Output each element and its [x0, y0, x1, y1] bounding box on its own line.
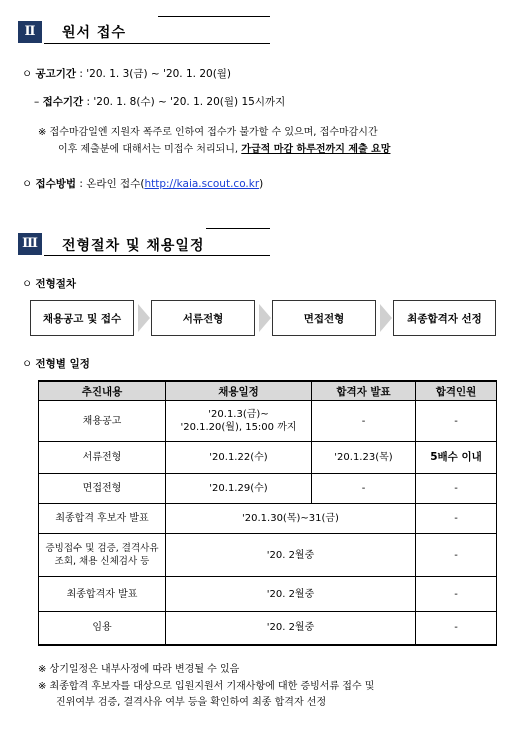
cell-item: 최종합격 후보자 발표	[39, 504, 166, 534]
schedule-table	[38, 380, 497, 646]
arrow-right-icon	[259, 304, 271, 332]
item-line-1: 증빙접수 및 검증, 결격사유	[45, 543, 159, 554]
circle-bullet-icon: ㅇ	[22, 278, 33, 290]
period-value: : '20. 1. 3(금) ~ '20. 1. 20(월)	[76, 68, 232, 80]
arrow-right-icon	[380, 304, 392, 332]
receipt-value: : '20. 1. 8(수) ~ '20. 1. 20(월) 15시까지	[83, 96, 286, 108]
circle-bullet-icon: ㅇ	[22, 178, 33, 190]
apply-method	[22, 176, 263, 191]
cell-announce: -	[312, 474, 416, 504]
section-rule	[44, 255, 270, 256]
note-line-2	[58, 140, 390, 155]
schedule-heading	[22, 356, 90, 371]
header-item: 추진내용	[39, 381, 166, 401]
footnote-1: ※ 상기일정은 내부사정에 따라 변경될 수 있음	[38, 664, 240, 675]
announce-period	[22, 66, 231, 81]
method-prefix: : 온라인 접수(	[76, 178, 145, 190]
cell-item: 서류전형	[39, 442, 166, 474]
schedule-label: 전형별 일정	[35, 358, 90, 370]
table-header-row	[39, 381, 497, 401]
cell-item: 최종합격자 발표	[39, 577, 166, 612]
dash-bullet-icon: –	[34, 96, 40, 108]
section-title-2: 원서 접수	[62, 25, 126, 41]
step-1: 채용공고 및 접수	[30, 300, 134, 336]
cell-schedule: '20. 2월중	[166, 612, 416, 645]
procedure-label: 전형절차	[35, 278, 77, 290]
cell-count: 5배수 이내	[416, 442, 497, 474]
cell-count: -	[416, 504, 497, 534]
cell-schedule: '20. 2월중	[166, 577, 416, 612]
procedure-heading	[22, 276, 76, 291]
table-row	[39, 401, 497, 442]
section-title-3: 전형절차 및 채용일정	[62, 238, 205, 254]
arrow-right-icon	[138, 304, 150, 332]
table-row	[39, 577, 497, 612]
cell-schedule: '20. 2월중	[166, 534, 416, 577]
apply-link[interactable]: http://kaia.scout.co.kr	[144, 178, 260, 190]
header-announce: 합격자 발표	[312, 381, 416, 401]
cell-announce: '20.1.23(목)	[312, 442, 416, 474]
header-count: 합격인원	[416, 381, 497, 401]
cell-schedule: '20.1.22(수)	[166, 442, 312, 474]
cell-announce: -	[312, 401, 416, 442]
section-rule	[44, 43, 270, 44]
item-line-2: 조회, 채용 신체검사 등	[54, 556, 150, 567]
note-emphasis: 가급적 마감 하루전까지 제출 요망	[241, 144, 391, 155]
footnote-2a: ※ 최종합격 후보자를 대상으로 입원지원서 기재사항에 대한 증빙서류 접수 및	[38, 681, 375, 692]
cell-count: -	[416, 577, 497, 612]
schedule-line-1: '20.1.3(금)~	[208, 409, 269, 420]
method-label: 접수방법	[35, 178, 77, 190]
step-3: 면접전형	[272, 300, 376, 336]
receipt-label: 접수기간	[42, 96, 84, 108]
cell-count: -	[416, 474, 497, 504]
cell-count: -	[416, 612, 497, 645]
section-number-2: Ⅱ	[18, 21, 42, 43]
note-line-1: ※ 접수마감일엔 지원자 폭주로 인하여 접수가 불가할 수 있으며, 접수마감시간	[38, 127, 378, 138]
footnote-2b: 진위여부 검증, 결격사유 여부 등을 확인하여 최종 합격자 선정	[56, 697, 327, 708]
method-suffix: )	[259, 178, 264, 190]
table-row	[39, 474, 497, 504]
cell-schedule: '20.1.30(목)~31(금)	[166, 504, 416, 534]
table-row	[39, 534, 497, 577]
period-label: 공고기간	[35, 68, 77, 80]
section-number-3: Ⅲ	[18, 233, 42, 255]
cell-schedule	[166, 401, 312, 442]
header-schedule: 채용일정	[166, 381, 312, 401]
circle-bullet-icon: ㅇ	[22, 68, 33, 80]
cell-item	[39, 534, 166, 577]
section-rule-right	[158, 16, 270, 17]
receipt-period	[34, 94, 285, 109]
cell-item: 채용공고	[39, 401, 166, 442]
schedule-line-2: '20.1.20(월), 15:00 까지	[180, 422, 297, 433]
table-row	[39, 442, 497, 474]
cell-item: 면접전형	[39, 474, 166, 504]
circle-bullet-icon: ㅇ	[22, 358, 33, 370]
note-line-2-prefix: 이후 제출분에 대해서는 미접수 처리되니,	[58, 144, 242, 155]
table-row	[39, 504, 497, 534]
step-2: 서류전형	[151, 300, 255, 336]
cell-count: -	[416, 401, 497, 442]
table-row	[39, 612, 497, 645]
section-rule-right	[206, 228, 270, 229]
cell-count: -	[416, 534, 497, 577]
step-4: 최종합격자 선정	[393, 300, 496, 336]
cell-schedule: '20.1.29(수)	[166, 474, 312, 504]
cell-item: 임용	[39, 612, 166, 645]
